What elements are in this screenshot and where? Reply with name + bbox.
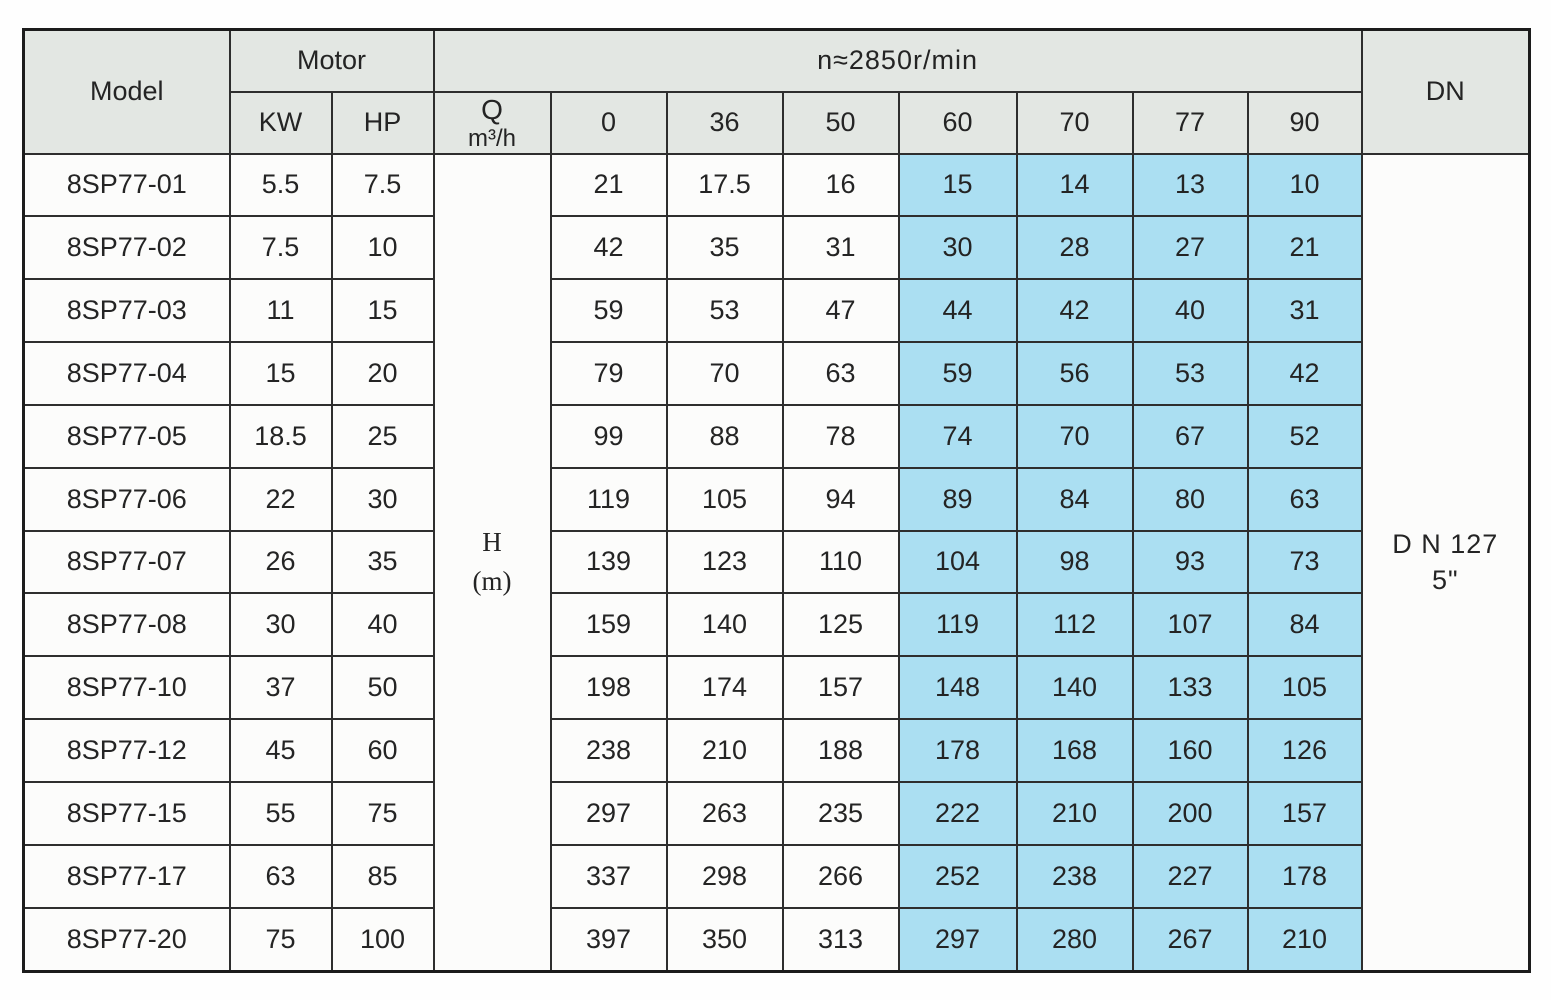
kw-cell: 26 bbox=[230, 531, 332, 594]
head-cell-highlight: 252 bbox=[899, 845, 1017, 908]
model-cell: 8SP77-01 bbox=[24, 154, 230, 217]
head-cell-highlight: 119 bbox=[899, 593, 1017, 656]
table-row bbox=[24, 468, 1530, 531]
table-row bbox=[24, 405, 1530, 468]
model-cell: 8SP77-02 bbox=[24, 216, 230, 279]
hp-cell: 50 bbox=[332, 656, 434, 719]
head-cell-highlight: 21 bbox=[1248, 216, 1362, 279]
pump-spec-table bbox=[22, 28, 1531, 973]
head-cell: 88 bbox=[667, 405, 783, 468]
kw-cell: 18.5 bbox=[230, 405, 332, 468]
table-row bbox=[24, 908, 1530, 972]
model-cell: 8SP77-04 bbox=[24, 342, 230, 405]
dn-value-cell bbox=[1362, 154, 1530, 972]
col-header-dn: DN bbox=[1362, 30, 1530, 154]
hp-cell: 30 bbox=[332, 468, 434, 531]
head-cell-highlight: 10 bbox=[1248, 154, 1362, 217]
header-row-2 bbox=[24, 92, 1530, 154]
head-cell-highlight: 297 bbox=[899, 908, 1017, 972]
head-cell: 174 bbox=[667, 656, 783, 719]
head-cell-highlight: 93 bbox=[1133, 531, 1248, 594]
head-cell-highlight: 30 bbox=[899, 216, 1017, 279]
head-cell-highlight: 168 bbox=[1017, 719, 1133, 782]
col-header-speed: n≈2850r/min bbox=[434, 30, 1362, 92]
head-cell: 17.5 bbox=[667, 154, 783, 217]
head-cell-highlight: 14 bbox=[1017, 154, 1133, 217]
kw-cell: 45 bbox=[230, 719, 332, 782]
head-cell: 105 bbox=[667, 468, 783, 531]
head-cell-highlight: 80 bbox=[1133, 468, 1248, 531]
head-cell-highlight: 222 bbox=[899, 782, 1017, 845]
kw-cell: 7.5 bbox=[230, 216, 332, 279]
kw-cell: 75 bbox=[230, 908, 332, 972]
col-header-flow-50: 50 bbox=[783, 92, 899, 154]
head-axis-symbol: H bbox=[482, 527, 502, 558]
head-cell-highlight: 112 bbox=[1017, 593, 1133, 656]
head-cell: 47 bbox=[783, 279, 899, 342]
model-cell: 8SP77-06 bbox=[24, 468, 230, 531]
head-cell: 298 bbox=[667, 845, 783, 908]
col-header-flow-q bbox=[434, 92, 551, 154]
model-cell: 8SP77-15 bbox=[24, 782, 230, 845]
head-cell: 157 bbox=[783, 656, 899, 719]
head-cell: 337 bbox=[551, 845, 667, 908]
model-cell: 8SP77-03 bbox=[24, 279, 230, 342]
head-cell-highlight: 267 bbox=[1133, 908, 1248, 972]
q-symbol: Q bbox=[481, 93, 503, 125]
head-cell: 59 bbox=[551, 279, 667, 342]
kw-cell: 11 bbox=[230, 279, 332, 342]
model-cell: 8SP77-10 bbox=[24, 656, 230, 719]
col-header-flow-60: 60 bbox=[899, 92, 1017, 154]
col-header-flow-90: 90 bbox=[1248, 92, 1362, 154]
head-cell-highlight: 227 bbox=[1133, 845, 1248, 908]
col-header-hp: HP bbox=[332, 92, 434, 154]
head-cell: 139 bbox=[551, 531, 667, 594]
head-cell-highlight: 157 bbox=[1248, 782, 1362, 845]
head-cell: 79 bbox=[551, 342, 667, 405]
head-cell: 31 bbox=[783, 216, 899, 279]
col-header-flow-36: 36 bbox=[667, 92, 783, 154]
hp-cell: 20 bbox=[332, 342, 434, 405]
head-cell: 313 bbox=[783, 908, 899, 972]
hp-cell: 85 bbox=[332, 845, 434, 908]
kw-cell: 37 bbox=[230, 656, 332, 719]
head-cell-highlight: 74 bbox=[899, 405, 1017, 468]
head-cell: 21 bbox=[551, 154, 667, 217]
head-cell: 263 bbox=[667, 782, 783, 845]
table-row bbox=[24, 845, 1530, 908]
col-header-flow-77: 77 bbox=[1133, 92, 1248, 154]
table-row bbox=[24, 593, 1530, 656]
head-cell-highlight: 40 bbox=[1133, 279, 1248, 342]
kw-cell: 30 bbox=[230, 593, 332, 656]
table-row bbox=[24, 216, 1530, 279]
head-cell: 350 bbox=[667, 908, 783, 972]
head-cell-highlight: 28 bbox=[1017, 216, 1133, 279]
model-cell: 8SP77-12 bbox=[24, 719, 230, 782]
head-cell-highlight: 160 bbox=[1133, 719, 1248, 782]
head-cell-highlight: 31 bbox=[1248, 279, 1362, 342]
head-cell-highlight: 15 bbox=[899, 154, 1017, 217]
head-cell-highlight: 178 bbox=[1248, 845, 1362, 908]
head-cell-highlight: 67 bbox=[1133, 405, 1248, 468]
head-cell: 70 bbox=[667, 342, 783, 405]
head-cell-highlight: 98 bbox=[1017, 531, 1133, 594]
hp-cell: 7.5 bbox=[332, 154, 434, 217]
kw-cell: 55 bbox=[230, 782, 332, 845]
model-cell: 8SP77-07 bbox=[24, 531, 230, 594]
head-cell-highlight: 53 bbox=[1133, 342, 1248, 405]
head-cell-highlight: 27 bbox=[1133, 216, 1248, 279]
q-unit: m³/h bbox=[468, 125, 516, 152]
hp-cell: 40 bbox=[332, 593, 434, 656]
head-cell-highlight: 107 bbox=[1133, 593, 1248, 656]
head-cell: 63 bbox=[783, 342, 899, 405]
hp-cell: 15 bbox=[332, 279, 434, 342]
head-cell: 99 bbox=[551, 405, 667, 468]
head-cell-highlight: 63 bbox=[1248, 468, 1362, 531]
kw-cell: 5.5 bbox=[230, 154, 332, 217]
head-cell-highlight: 89 bbox=[899, 468, 1017, 531]
model-cell: 8SP77-20 bbox=[24, 908, 230, 972]
head-cell: 78 bbox=[783, 405, 899, 468]
header-row-1 bbox=[24, 30, 1530, 92]
dn-value-inches: 5" bbox=[1431, 565, 1459, 596]
dn-value-size: D N 127 bbox=[1392, 528, 1499, 559]
kw-cell: 15 bbox=[230, 342, 332, 405]
head-cell: 210 bbox=[667, 719, 783, 782]
kw-cell: 63 bbox=[230, 845, 332, 908]
table-row bbox=[24, 154, 1530, 217]
col-header-flow-0: 0 bbox=[551, 92, 667, 154]
head-cell: 235 bbox=[783, 782, 899, 845]
head-cell-highlight: 84 bbox=[1248, 593, 1362, 656]
head-cell-highlight: 13 bbox=[1133, 154, 1248, 217]
head-cell-highlight: 73 bbox=[1248, 531, 1362, 594]
hp-cell: 10 bbox=[332, 216, 434, 279]
model-cell: 8SP77-05 bbox=[24, 405, 230, 468]
head-cell-highlight: 52 bbox=[1248, 405, 1362, 468]
head-cell: 110 bbox=[783, 531, 899, 594]
head-cell-highlight: 178 bbox=[899, 719, 1017, 782]
head-cell-highlight: 105 bbox=[1248, 656, 1362, 719]
head-cell-highlight: 42 bbox=[1248, 342, 1362, 405]
head-cell: 297 bbox=[551, 782, 667, 845]
col-header-motor: Motor bbox=[230, 30, 434, 92]
kw-cell: 22 bbox=[230, 468, 332, 531]
head-cell: 159 bbox=[551, 593, 667, 656]
head-axis-unit: (m) bbox=[472, 566, 512, 597]
head-cell-highlight: 126 bbox=[1248, 719, 1362, 782]
model-cell: 8SP77-17 bbox=[24, 845, 230, 908]
head-cell: 266 bbox=[783, 845, 899, 908]
hp-cell: 60 bbox=[332, 719, 434, 782]
table-row bbox=[24, 279, 1530, 342]
head-cell: 140 bbox=[667, 593, 783, 656]
table-row bbox=[24, 342, 1530, 405]
head-cell: 16 bbox=[783, 154, 899, 217]
head-cell: 35 bbox=[667, 216, 783, 279]
head-cell: 198 bbox=[551, 656, 667, 719]
head-cell: 188 bbox=[783, 719, 899, 782]
head-cell-highlight: 133 bbox=[1133, 656, 1248, 719]
head-cell-highlight: 56 bbox=[1017, 342, 1133, 405]
head-cell: 123 bbox=[667, 531, 783, 594]
head-cell-highlight: 200 bbox=[1133, 782, 1248, 845]
head-cell-highlight: 148 bbox=[899, 656, 1017, 719]
col-header-flow-70: 70 bbox=[1017, 92, 1133, 154]
head-cell-highlight: 59 bbox=[899, 342, 1017, 405]
head-cell: 42 bbox=[551, 216, 667, 279]
head-axis-label bbox=[434, 154, 551, 972]
table-row bbox=[24, 531, 1530, 594]
head-cell-highlight: 70 bbox=[1017, 405, 1133, 468]
head-cell-highlight: 238 bbox=[1017, 845, 1133, 908]
table-row bbox=[24, 656, 1530, 719]
hp-cell: 25 bbox=[332, 405, 434, 468]
model-cell: 8SP77-08 bbox=[24, 593, 230, 656]
head-cell: 125 bbox=[783, 593, 899, 656]
head-cell-highlight: 42 bbox=[1017, 279, 1133, 342]
head-cell-highlight: 44 bbox=[899, 279, 1017, 342]
hp-cell: 35 bbox=[332, 531, 434, 594]
head-cell: 119 bbox=[551, 468, 667, 531]
head-cell-highlight: 280 bbox=[1017, 908, 1133, 972]
table-row bbox=[24, 782, 1530, 845]
head-cell: 94 bbox=[783, 468, 899, 531]
head-cell-highlight: 104 bbox=[899, 531, 1017, 594]
hp-cell: 75 bbox=[332, 782, 434, 845]
head-cell: 53 bbox=[667, 279, 783, 342]
head-cell-highlight: 140 bbox=[1017, 656, 1133, 719]
col-header-model: Model bbox=[24, 30, 230, 154]
head-cell: 238 bbox=[551, 719, 667, 782]
table-row bbox=[24, 719, 1530, 782]
head-cell-highlight: 84 bbox=[1017, 468, 1133, 531]
head-cell: 397 bbox=[551, 908, 667, 972]
col-header-kw: KW bbox=[230, 92, 332, 154]
hp-cell: 100 bbox=[332, 908, 434, 972]
head-cell-highlight: 210 bbox=[1248, 908, 1362, 972]
head-cell-highlight: 210 bbox=[1017, 782, 1133, 845]
